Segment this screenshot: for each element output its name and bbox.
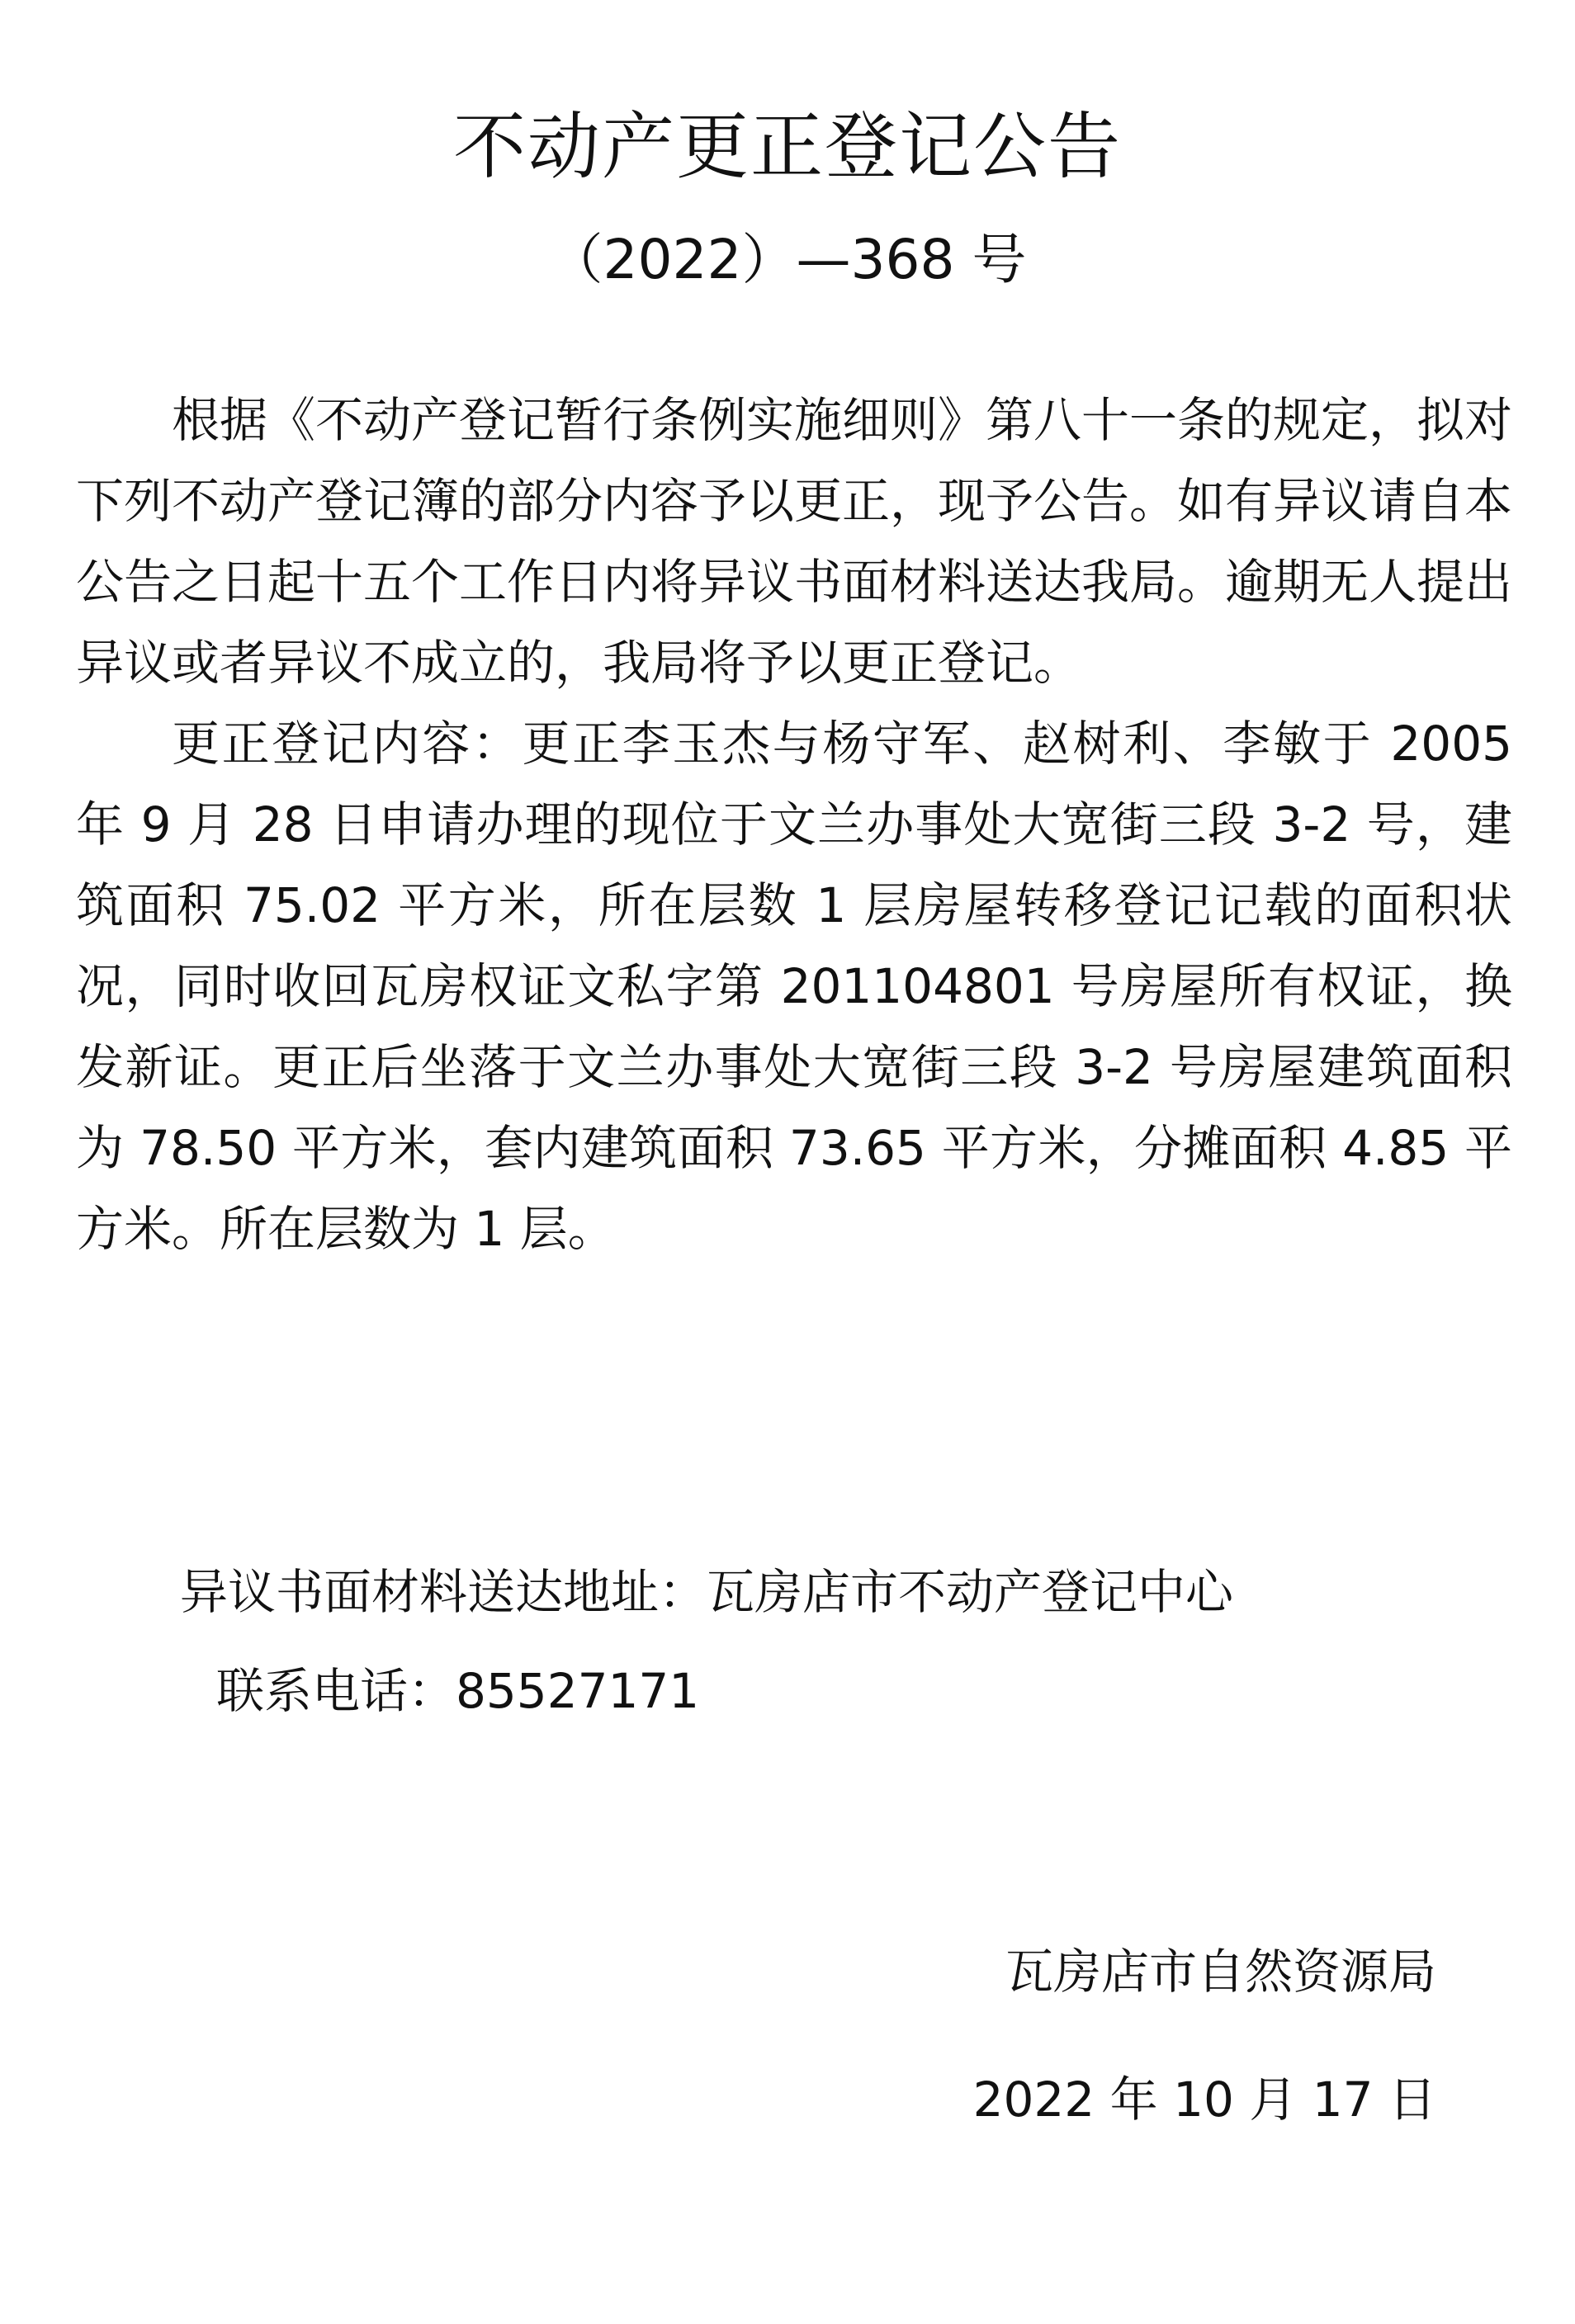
objection-address: 异议书面材料送达地址：瓦房店市不动产登记中心 <box>180 1564 1234 1620</box>
notice-paragraph-legal-basis: 根据《不动产登记暂行条例实施细则》第八十一条的规定，拟对下列不动产登记簿的部分内容予以更正，现予公告。如有异议请自本公告之日起十五个工作日内将异议书面材料送达我局。逾期无人提出异议或者异议不成立的，我局将予以更正登记。 <box>76 392 1513 691</box>
contact-phone: 联系电话：85527171 <box>216 1663 700 1719</box>
issue-date: 2022 年 10 月 17 日 <box>972 2071 1436 2128</box>
notice-title: 不动产更正登记公告 <box>452 104 1122 189</box>
notice-paragraph-correction-content: 更正登记内容：更正李玉杰与杨守军、赵树利、李敏于 2005 年 9 月 28 日申请办理的现位于文兰办事处大宽街三段 3-2 号，建筑面积 75.02 平方米，所在层数 1 层房屋转移登记记载的面积状况，同时收回瓦房权证文私字第 201104801 号房屋所有权证，换发新证。更正后坐落于文兰办事处大宽街三段 3-2 号房屋建筑面积为 78.50 平方米，套内建筑面积 73.65 平方米，分摊面积 4.85 平方米。所在层数为 1 层。 <box>76 716 1512 1257</box>
document-number: （2022）—368 号 <box>548 228 1027 291</box>
issuing-authority: 瓦房店市自然资源局 <box>1005 1944 1436 2000</box>
notice-body <box>76 380 1512 1269</box>
